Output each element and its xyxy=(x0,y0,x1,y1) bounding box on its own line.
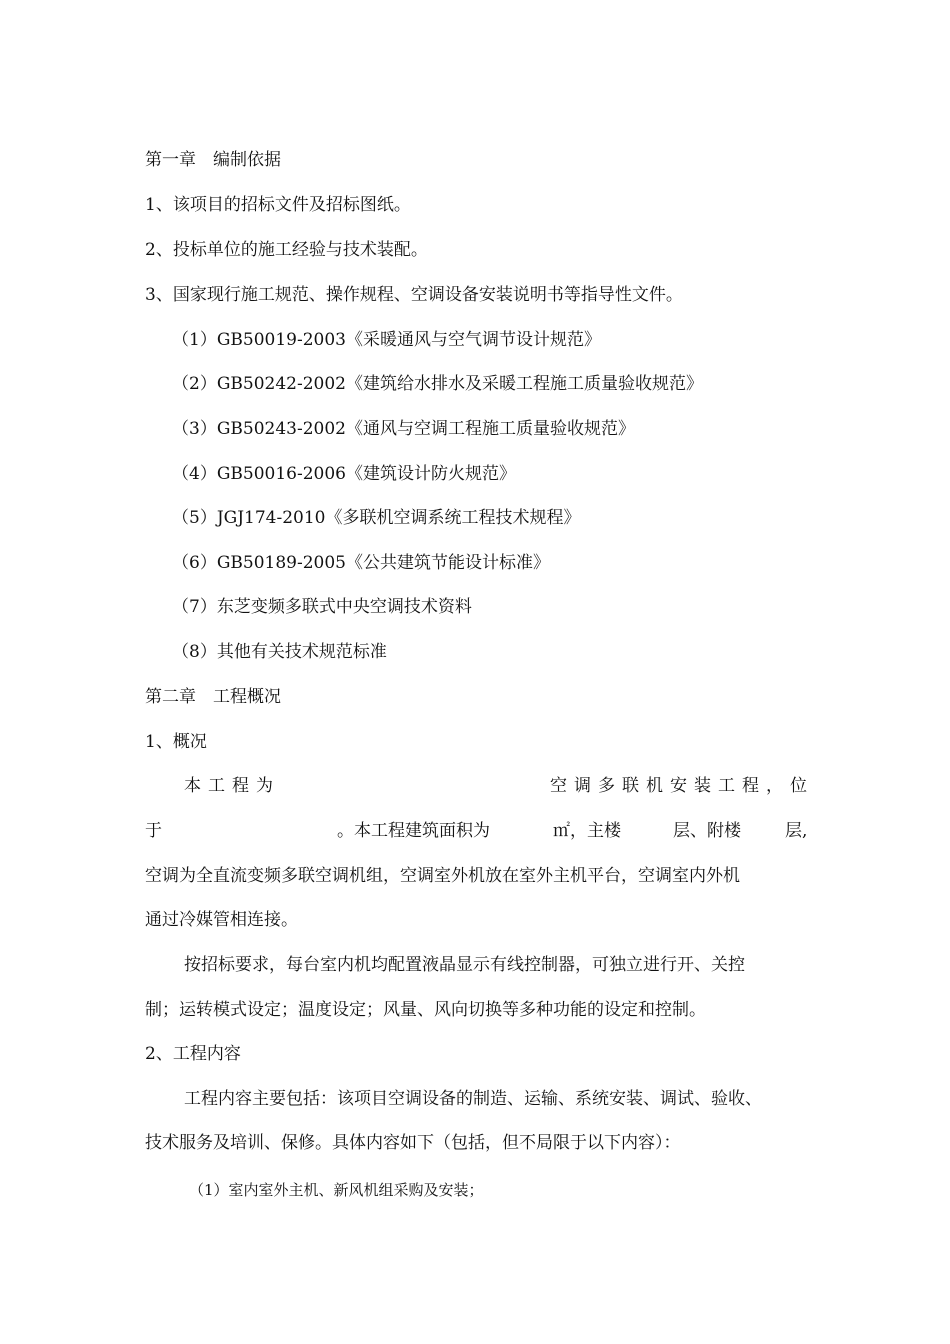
overview-text-f: 层、附楼 xyxy=(673,821,741,841)
chapter1-heading: 第一章 编制依据 xyxy=(145,150,281,170)
standard-item: （8）其他有关技术规范标准 xyxy=(172,642,387,662)
content-line-2: 技术服务及培训、保修。具体内容如下（包括，但不局限于以下内容）： xyxy=(145,1133,681,1153)
overview-text-d: 。本工程建筑面积为 xyxy=(337,821,490,841)
standard-item: （1）GB50019-2003《采暖通风与空气调节设计规范》 xyxy=(172,330,601,350)
section-title-content: 2、工程内容 xyxy=(145,1044,241,1064)
overview-line-6: 制；运转模式设定；温度设定；风量、风向切换等多种功能的设定和控制。 xyxy=(145,1000,706,1020)
content-item-1: （1）室内室外主机、新风机组采购及安装； xyxy=(189,1181,484,1199)
overview-text-c: 于 xyxy=(145,821,162,841)
list-item: 2、投标单位的施工经验与技术装配。 xyxy=(145,240,428,260)
chapter2-heading: 第二章 工程概况 xyxy=(145,687,281,707)
overview-line-3: 空调为全直流变频多联空调机组，空调室外机放在室外主机平台，空调室内外机 xyxy=(145,866,740,886)
standard-item: （2）GB50242-2002《建筑给水排水及采暖工程施工质量验收规范》 xyxy=(172,374,703,394)
standard-item: （3）GB50243-2002《通风与空调工程施工质量验收规范》 xyxy=(172,419,635,439)
standard-item: （5）JGJ174-2010《多联机空调系统工程技术规程》 xyxy=(172,508,581,528)
overview-text-a: 本工程为 xyxy=(184,776,280,796)
overview-text-e: ㎡，主楼 xyxy=(553,821,621,841)
overview-line-5: 按招标要求，每台室内机均配置液晶显示有线控制器，可独立进行开、关控 xyxy=(184,955,745,975)
section-title-overview: 1、概况 xyxy=(145,732,207,752)
overview-text-b: 空调多联机安装工程，位 xyxy=(550,776,814,796)
list-item: 1、该项目的招标文件及招标图纸。 xyxy=(145,195,411,215)
overview-line-4: 通过冷媒管相连接。 xyxy=(145,910,298,930)
standard-item: （4）GB50016-2006《建筑设计防火规范》 xyxy=(172,464,516,484)
standard-item: （6）GB50189-2005《公共建筑节能设计标准》 xyxy=(172,553,550,573)
overview-line-1 xyxy=(184,774,814,798)
overview-text-g: 层, xyxy=(785,821,808,841)
standard-item: （7）东芝变频多联式中央空调技术资料 xyxy=(172,597,472,617)
list-item: 3、国家现行施工规范、操作规程、空调设备安装说明书等指导性文件。 xyxy=(145,285,683,305)
content-line-1: 工程内容主要包括：该项目空调设备的制造、运输、系统安装、调试、验收、 xyxy=(184,1089,762,1109)
